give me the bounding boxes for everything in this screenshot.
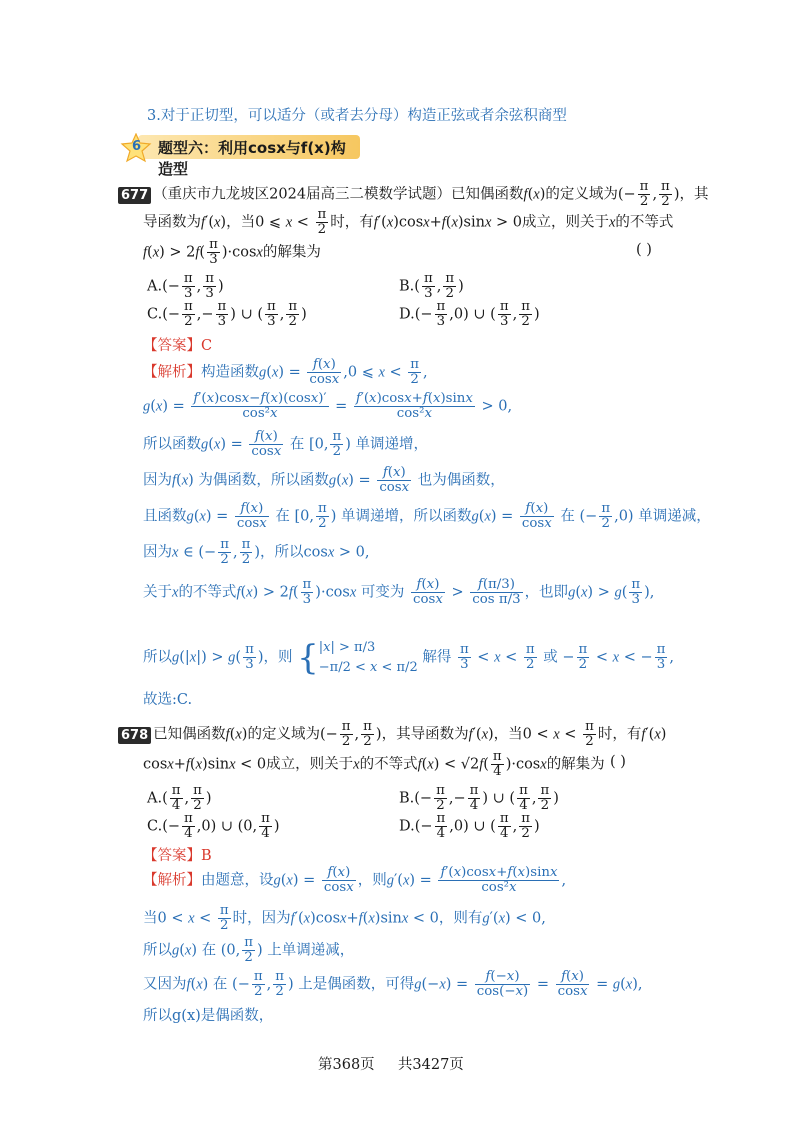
page-footer <box>318 1053 464 1074</box>
q677-line-2: 导函数为f′(x)，当0 ⩽ x < $\frac{\pi}{2}$ 时，有f′(x)cosx+f(x)sinx > 0成立，则关于x的不等式 <box>143 207 674 237</box>
q678-line-1: 678 已知偶函数f(x)的定义域为(− $\frac{\pi}{2}$ , $\frac{\pi}{2}$ )，其导函数为f′(x)，当0 < x < $\frac{\pi}{2}$ 时，有f′(x) <box>118 720 666 749</box>
q677-analysis-3: 所以函数g(x) = $\frac{f(x)}{\cos x}$ 在 [0, $\frac{\pi}{2}$ ) 单调递增， <box>143 429 429 459</box>
q678-option-a: A.( $\frac{\pi}{4}$ , $\frac{\pi}{2}$ ) <box>147 783 212 813</box>
q678-analysis-5: 所以g(x)是偶函数， <box>143 1008 274 1024</box>
banner-title: 题型六：利用cosx与f(x)构造型 <box>158 139 346 178</box>
intro-line: 3.对于正切型，可以适分（或者去分母）构造正弦或者余弦积商型 <box>147 108 567 124</box>
q677-analysis-9: 故选:C. <box>143 692 193 708</box>
section-banner <box>120 133 360 178</box>
q677-line-3: f(x) > 2f( $\frac{\pi}{3}$ )·cosx的解集为 <box>143 237 321 267</box>
q677-analysis-1: 【解析】构造函数g(x) = $\frac{f(x)}{\cos x}$ ,0 ⩽ x < $\frac{\pi}{2}$ , <box>143 357 428 387</box>
q678-answer-paren: ( ) <box>610 754 626 770</box>
q678-option-c: C.(− $\frac{\pi}{4}$ ,0) ∪ (0, $\frac{\pi}{4}$ ) <box>147 811 280 841</box>
question-number: 678 <box>118 727 151 744</box>
page-number: 第368页 <box>318 1057 375 1073</box>
q678-analysis-3: 所以g(x) 在 (0, $\frac{\pi}{2}$ ) 上单调递减， <box>143 935 355 965</box>
q677-analysis-2: g(x) = $\frac{f'(x)\cos x-f(x)(\cos x)'}{\text{cos²x}}$ = $\frac{f'(x)\cos x+f(x)\sin x}{\text{cos²x}}$ > 0, <box>143 391 513 421</box>
q678-answer: 【答案】B <box>143 848 212 864</box>
q678-analysis-4: 又因为f(x) 在 (− $\frac{\pi}{2}$ , $\frac{\pi}{2}$ ) 上是偶函数，可得g(−x) = $\frac{f(-x)}{\cos(-x)}$ = $\frac{f(x)}{\cos x}$ = g(x), <box>143 969 643 999</box>
q678-option-b: B.(− $\frac{\pi}{2}$ ,− $\frac{\pi}{4}$ ) ∪ ( $\frac{\pi}{4}$ , $\frac{\pi}{2}$ ) <box>399 783 559 813</box>
q677-analysis-8: 所以g(|x|) > g( $\frac{\pi}{3}$ )，则 {|x| > π/3 −π/2 < x < π/2 解得 $\frac{\pi}{3}$ < x < $\frac{\pi}{2}$ 或 − $\frac{\pi}{2}$ < x < − $\frac{\pi}{3}$ , <box>143 637 675 678</box>
q677-analysis-4: 因为f(x) 为偶函数，所以函数g(x) = $\frac{f(x)}{\cos x}$ 也为偶函数， <box>143 465 505 495</box>
q677-analysis-7: 关于x的不等式f(x) > 2f( $\frac{\pi}{3}$ )·cosx 可变为 $\frac{f(x)}{\cos x}$ > $\frac{f(\pi/3)}{\text{cos π/3}}$ ，也即g(x) > g( $\frac{\pi}{3}$ ), <box>143 577 655 607</box>
q677-source: （重庆市九龙坡区2024届高三二模数学试题）已知偶函数 <box>153 186 524 203</box>
q678-line-2: cosx+f(x)sinx < 0成立，则关于x的不等式f(x) < √2f( $\frac{\pi}{4}$ )·cosx的解集为 <box>143 749 605 779</box>
question-number: 677 <box>118 187 151 204</box>
q677-option-c: C.(− $\frac{\pi}{2}$ ,− $\frac{\pi}{3}$ ) ∪ ( $\frac{\pi}{3}$ , $\frac{\pi}{2}$ ) <box>147 299 307 329</box>
page-total: 共3427页 <box>397 1057 464 1073</box>
q677-analysis-6: 因为x ∈ (− $\frac{\pi}{2}$ , $\frac{\pi}{2}$ )，所以cosx > 0, <box>143 537 370 567</box>
q677-analysis-5: 且函数g(x) = $\frac{f(x)}{\cos x}$ 在 [0, $\frac{\pi}{2}$ ) 单调递增，所以函数g(x) = $\frac{f(x)}{\cos x}$ 在 (− $\frac{\pi}{2}$ ,0) 单调递减， <box>143 501 711 531</box>
banner-number: 6 <box>132 139 142 154</box>
q678-option-d: D.(− $\frac{\pi}{4}$ ,0) ∪ ( $\frac{\pi}{4}$ , $\frac{\pi}{2}$ ) <box>399 811 540 841</box>
q677-answer: 【答案】C <box>143 338 213 354</box>
q678-analysis-1: 【解析】由题意，设g(x) = $\frac{f(x)}{\cos x}$ ，则g′(x) = $\frac{f'(x)\cos x+f(x)\sin x}{\text{cos²x}}$ , <box>143 865 567 895</box>
q677-option-a: A.(− $\frac{\pi}{3}$ , $\frac{\pi}{3}$ ) <box>147 271 224 301</box>
q678-analysis-2: 当0 < x < $\frac{\pi}{2}$ 时，因为f′(x)cosx+f(x)sinx < 0，则有g′(x) < 0, <box>143 903 546 933</box>
q677-option-d: D.(− $\frac{\pi}{3}$ ,0) ∪ ( $\frac{\pi}{3}$ , $\frac{\pi}{2}$ ) <box>399 299 540 329</box>
q677-option-b: B.( $\frac{\pi}{3}$ , $\frac{\pi}{2}$ ) <box>399 271 464 301</box>
q677-line-1: 677 （重庆市九龙坡区2024届高三二模数学试题）已知偶函数f(x)的定义域为(− $\frac{\pi}{2}$ , $\frac{\pi}{2}$ )，其 <box>118 180 708 209</box>
q677-answer-paren: ( ) <box>636 242 652 258</box>
